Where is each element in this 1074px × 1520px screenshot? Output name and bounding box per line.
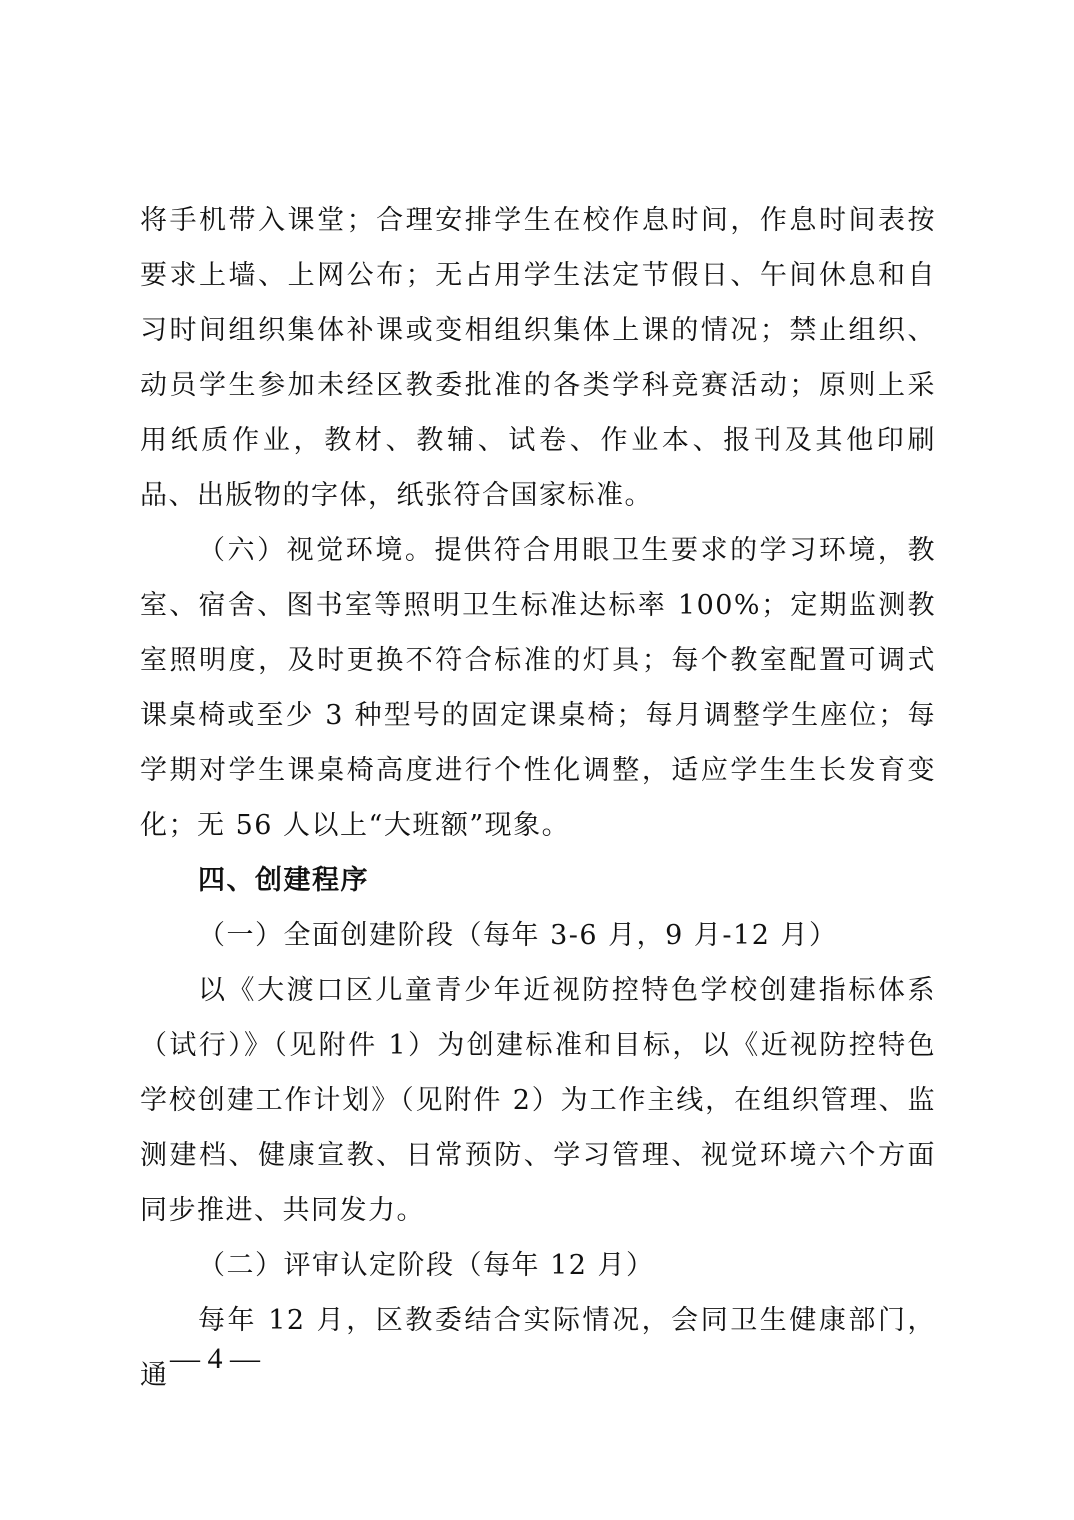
section-heading-creation-procedure: 四、创建程序: [198, 865, 369, 896]
page-number: — 4 —: [170, 1342, 260, 1375]
paragraph-continued-study-management: 将手机带入课堂；合理安排学生在校作息时间，作息时间表按要求上墙、上网公布；无占用学生法定节假日、午间休息和自习时间组织集体补课或变相组织集体上课的情况；禁止组织、动员学生参加未经区教委批准的各类学科竞赛活动；原则上采用纸质作业，教材、教辅、试卷、作业本、报刊及其他印刷品、出版物的字体，纸张符合国家标准。: [140, 205, 936, 511]
subheading-comprehensive-creation-stage: （一）全面创建阶段（每年 3-6 月，9 月-12 月）: [198, 920, 838, 951]
paragraph-visual-environment: （六）视觉环境。提供符合用眼卫生要求的学习环境，教室、宿舍、图书室等照明卫生标准达标率 100%；定期监测教室照明度，及时更换不符合标准的灯具；每个教室配置可调式课桌椅或至少 3 种型号的固定课桌椅；每月调整学生座位；每学期对学生课桌椅高度进行个性化调整，适应学生生长发育变化；无 56 人以上“大班额”现象。: [140, 535, 936, 841]
document-body: [140, 193, 936, 1403]
subheading-review-recognition-stage: （二）评审认定阶段（每年 12 月）: [198, 1250, 655, 1281]
paragraph-creation-standards: 以《大渡口区儿童青少年近视防控特色学校创建指标体系（试行）》（见附件 1）为创建标准和目标，以《近视防控特色学校创建工作计划》（见附件 2）为工作主线，在组织管理、监测建档、健康宣教、日常预防、学习管理、视觉环境六个方面同步推进、共同发力。: [140, 975, 936, 1226]
paragraph-annual-review: 每年 12 月，区教委结合实际情况，会同卫生健康部门，通: [140, 1305, 936, 1391]
